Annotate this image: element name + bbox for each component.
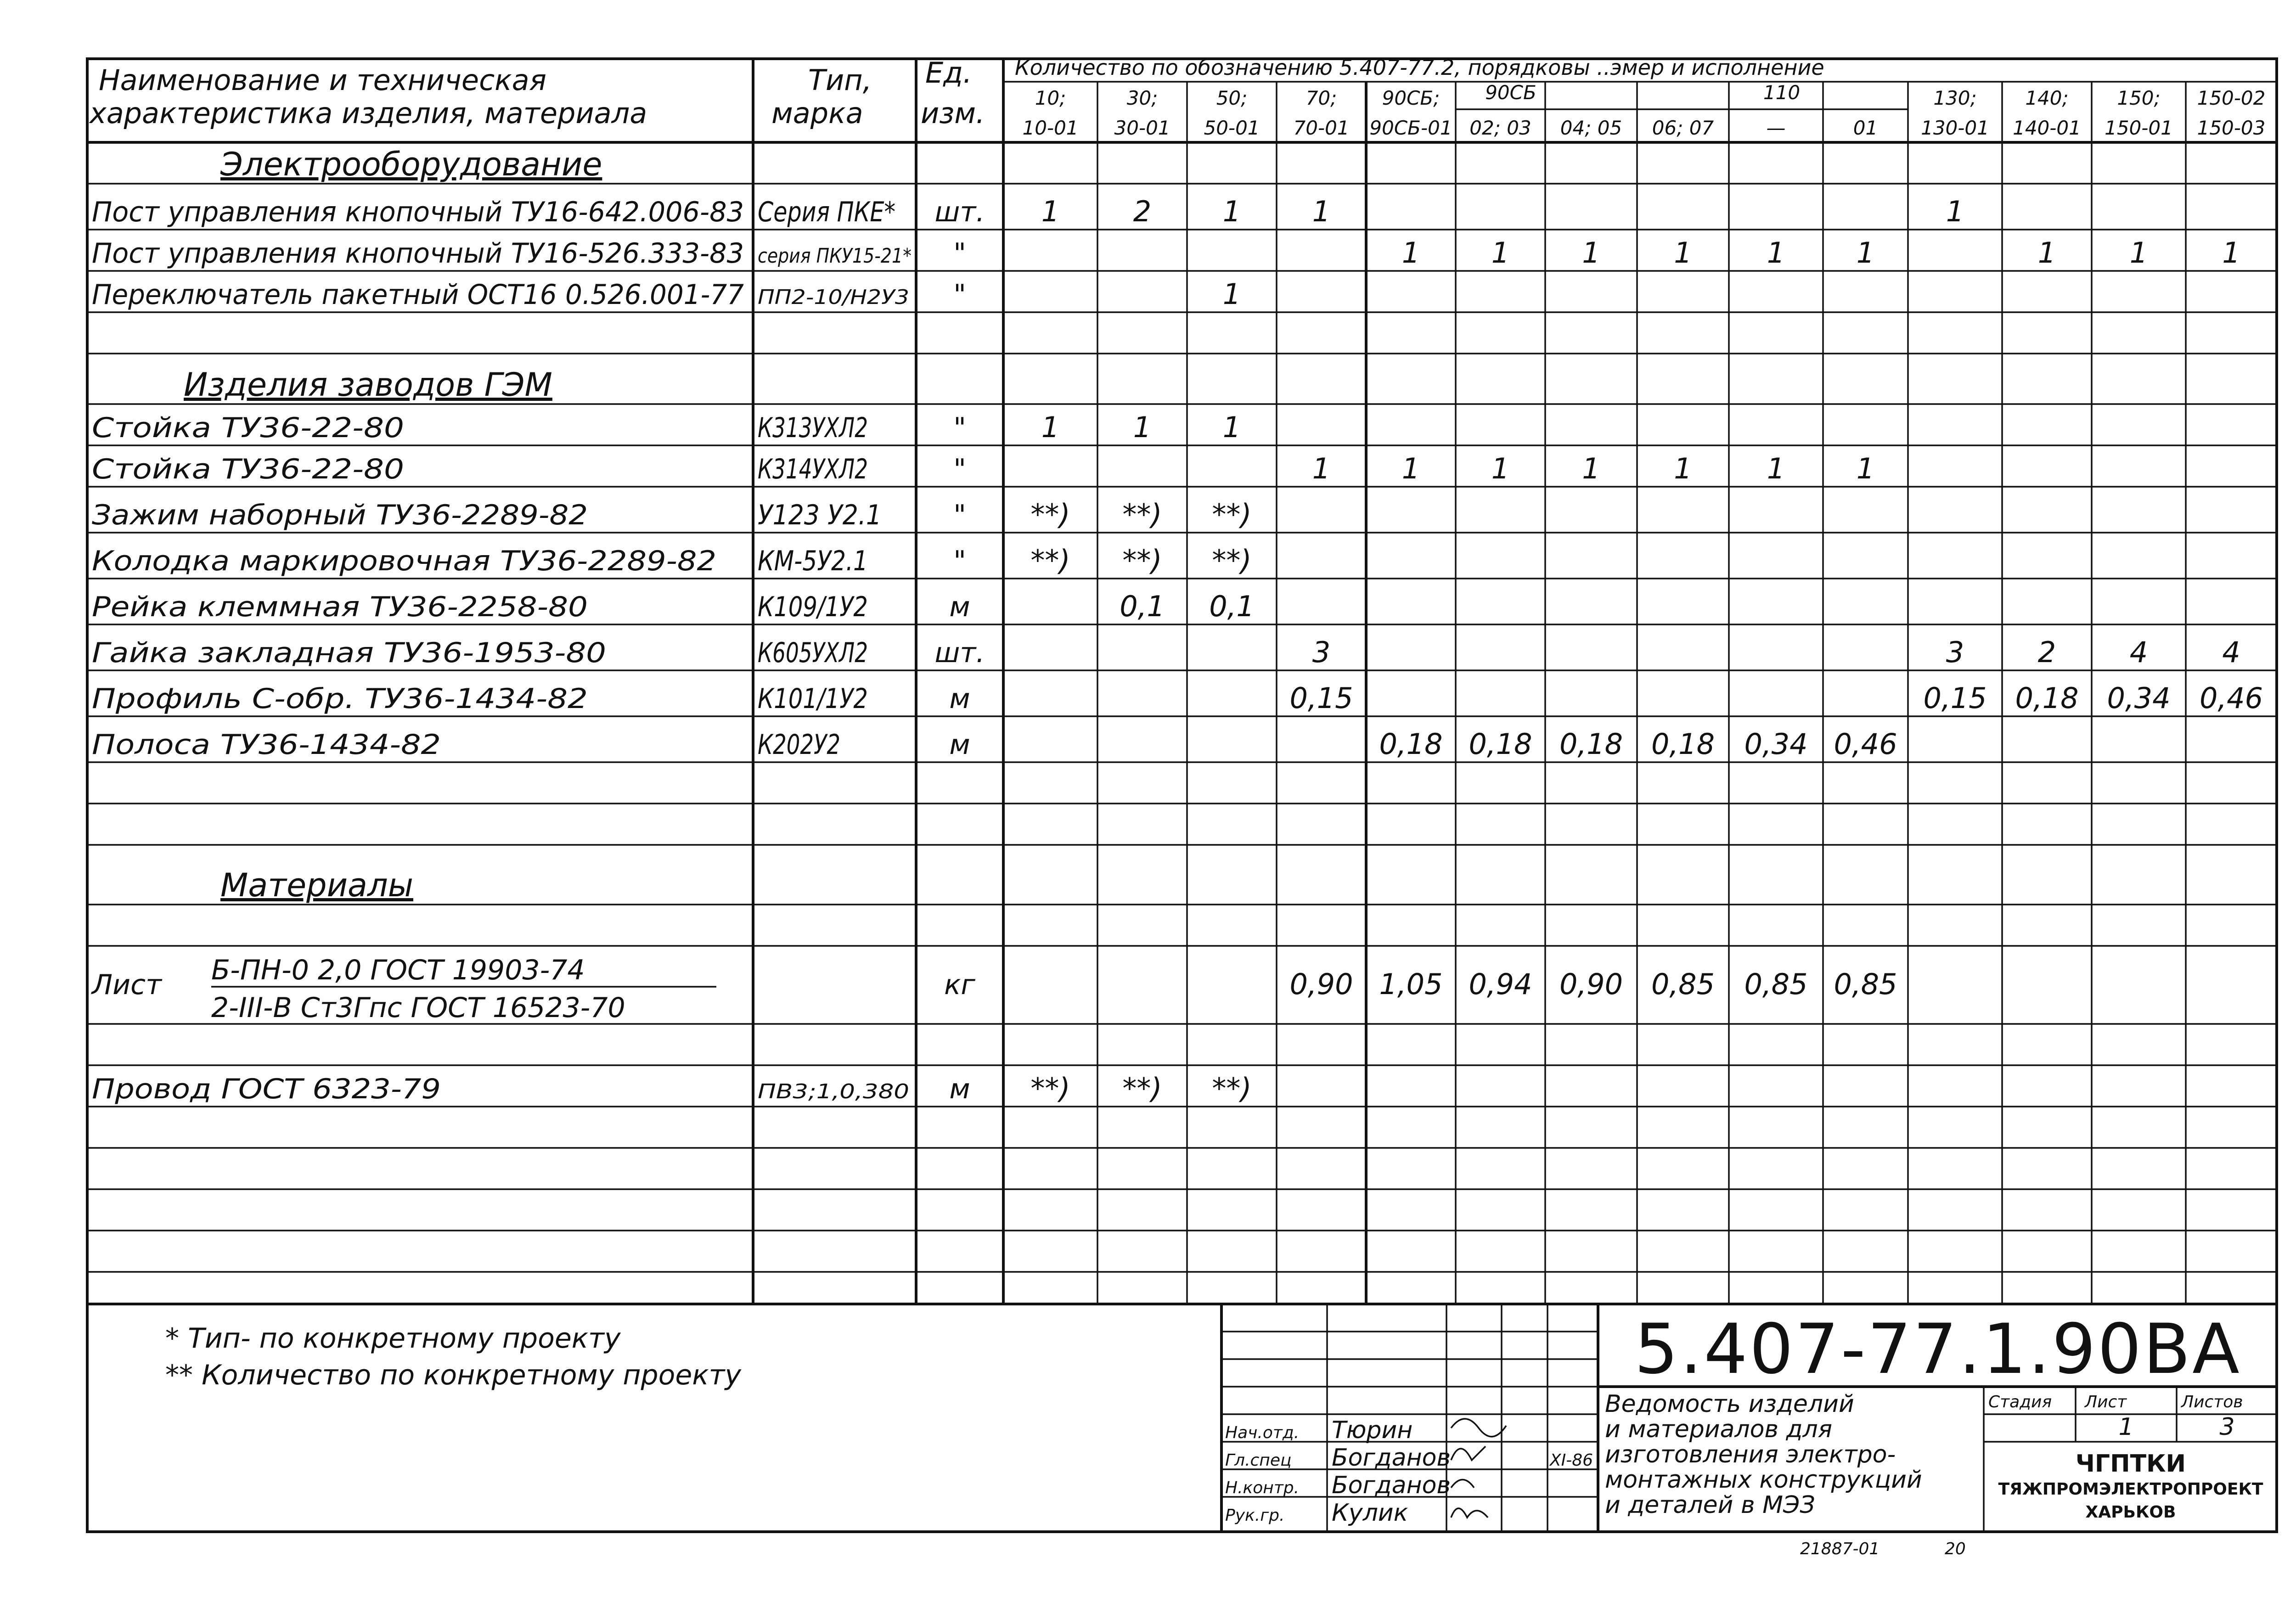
archive-number: 21887-01 <box>1800 1540 1880 1558</box>
quantity-title: Количество по обозначению 5.407-77.2, порядковы ..эмер и исполнение <box>1015 55 1824 80</box>
qty-cell: 1 <box>1041 410 1060 444</box>
qty-cell: 0,90 <box>1289 967 1353 1001</box>
item-name: Переключатель пакетный ОСТ16 0.526.001-77 <box>92 279 744 311</box>
role-4: Рук.гр. <box>1225 1506 1285 1525</box>
sheets-label: Листов <box>2181 1393 2243 1411</box>
variant-bottom-7: 06; 07 <box>1652 117 1714 139</box>
item-name: Зажим наборный ТУ36-2289-82 <box>92 499 588 531</box>
qty-cell: 0,1 <box>1209 590 1255 623</box>
table-body <box>87 59 2277 1304</box>
qty-cell: 1 <box>1856 236 1875 270</box>
col-name-header-2: характеристика изделия, материала <box>90 96 647 130</box>
col-name-header-1: Наименование и техническая <box>99 63 546 97</box>
item-type: К101/1У2 <box>758 683 868 715</box>
qty-cell: 1 <box>1674 236 1692 270</box>
item-unit: м <box>949 683 970 715</box>
item-type: ПВ3;1,0,380 <box>758 1080 909 1103</box>
qty-cell: 1 <box>2222 236 2240 270</box>
item-type: К109/1У2 <box>758 591 868 623</box>
qty-cell: 0,18 <box>1379 727 1443 761</box>
table-row <box>92 498 1252 531</box>
item-name: Пост управления кнопочный ТУ16-642.006-83 <box>92 196 744 228</box>
name-3: Богданов <box>1332 1472 1451 1499</box>
qty-cell: 0,15 <box>1289 681 1353 715</box>
table-row <box>92 410 1241 444</box>
qty-cell: 1 <box>1946 195 1964 228</box>
table-row <box>92 1072 1252 1105</box>
title-line-2: и материалов для <box>1605 1416 1833 1443</box>
title-line-4: монтажных конструкций <box>1605 1466 1922 1494</box>
qty-cell: 1 <box>1312 195 1331 228</box>
qty-cell: 1,05 <box>1379 967 1443 1001</box>
note-1: * Тип- по конкретному проекту <box>165 1322 621 1355</box>
qty-cell: 3 <box>1946 635 1964 669</box>
qty-cell: 1 <box>1674 452 1692 485</box>
item-type: К314УХЛ2 <box>758 453 868 485</box>
qty-cell: 0,18 <box>1651 727 1715 761</box>
variant-top-3: 70; <box>1306 87 1337 109</box>
item-unit: " <box>953 279 966 311</box>
table-row <box>92 544 1252 577</box>
signature-2 <box>1451 1446 1486 1460</box>
item-type: К202У2 <box>758 729 840 761</box>
variant-bottom-5: 02; 03 <box>1469 117 1531 139</box>
item-type: ПП2-10/Н2У3 <box>758 286 909 309</box>
item-name: Колодка маркировочная ТУ36-2289-82 <box>92 545 716 577</box>
qty-cell: 0,18 <box>2015 681 2079 715</box>
item-unit: шт. <box>934 196 985 228</box>
item-name: Полоса ТУ36-1434-82 <box>92 729 441 761</box>
name-2: Богданов <box>1332 1444 1451 1472</box>
sheet-spec-bottom: 2-III-В Ст3Гпс ГОСТ 16523-70 <box>211 992 625 1024</box>
variant-top-0: 10; <box>1035 87 1066 109</box>
variant-bottom-1: 30-01 <box>1114 117 1171 139</box>
sheet-label: Лист <box>2085 1393 2127 1411</box>
item-unit: кг <box>944 969 975 1001</box>
variant-top-4: 90СБ; <box>1382 87 1440 109</box>
org-line-3: ХАРЬКОВ <box>2085 1503 2176 1522</box>
item-unit: " <box>953 499 966 531</box>
qty-cell: 0,18 <box>1469 727 1532 761</box>
qty-cell: 1 <box>1312 452 1331 485</box>
qty-cell: 0,94 <box>1469 967 1532 1001</box>
item-unit: " <box>953 453 966 485</box>
org-line-1: ЧГПТКИ <box>2075 1450 2186 1478</box>
qty-cell: **) <box>1030 1072 1070 1105</box>
item-type: КМ-5У2.1 <box>758 545 868 577</box>
item-unit: шт. <box>934 637 985 669</box>
item-type: Серия ПКЕ* <box>758 196 895 228</box>
item-name: Профиль С-обр. ТУ36-1434-82 <box>92 683 588 715</box>
section-row <box>220 866 413 904</box>
section-title: Изделия заводов ГЭМ <box>184 366 552 404</box>
qty-cell: 1 <box>1582 452 1600 485</box>
qty-cell: 1 <box>1491 236 1510 270</box>
section-title: Материалы <box>220 866 413 904</box>
title-line-5: и деталей в МЭЗ <box>1605 1491 1815 1519</box>
title-line-1: Ведомость изделий <box>1605 1390 1854 1418</box>
section-row <box>184 366 552 404</box>
item-name: Стойка ТУ36-22-80 <box>92 412 404 444</box>
qty-cell: **) <box>1212 498 1252 531</box>
item-name: Гайка закладная ТУ36-1953-80 <box>92 637 606 669</box>
variant-top-13: 150-02 <box>2197 87 2266 109</box>
qty-cell: 0,85 <box>1744 967 1808 1001</box>
variant-top-12: 150; <box>2117 87 2161 109</box>
table-row <box>92 195 1964 228</box>
qty-cell: 0,15 <box>1923 681 1987 715</box>
item-unit: " <box>953 412 966 444</box>
signature-1 <box>1451 1419 1506 1437</box>
section-title: Электрооборудование <box>220 146 602 183</box>
qty-cell: **) <box>1212 1072 1252 1105</box>
variant-bottom-4: 90СБ-01 <box>1369 117 1452 139</box>
org-line-2: ТЯЖПРОМЭЛЕКТРОПРОЕКТ <box>1998 1480 2263 1499</box>
group-110: 110 <box>1763 81 1801 104</box>
sheet-name: Лист <box>92 969 162 1001</box>
item-type: К313УХЛ2 <box>758 412 868 444</box>
col-unit-header-1: Ед. <box>925 56 972 90</box>
qty-cell: 1 <box>1401 452 1420 485</box>
table-row <box>92 452 1874 485</box>
qty-cell: 0,46 <box>1834 727 1897 761</box>
variant-bottom-11: 140-01 <box>2013 117 2081 139</box>
name-4: Кулик <box>1332 1499 1408 1527</box>
qty-cell: 0,18 <box>1559 727 1623 761</box>
date-cell: XI-86 <box>1550 1451 1593 1470</box>
variant-bottom-3: 70-01 <box>1293 117 1350 139</box>
qty-cell: 0,46 <box>2199 681 2263 715</box>
role-1: Нач.отд. <box>1225 1423 1300 1442</box>
item-type: У123 У2.1 <box>758 499 882 531</box>
sheet-value: 1 <box>2118 1413 2134 1441</box>
qty-cell: 2 <box>2037 635 2056 669</box>
name-1: Тюрин <box>1332 1417 1413 1444</box>
qty-cell: 4 <box>2222 635 2240 669</box>
col-type-header-1: Тип, <box>808 63 872 97</box>
table-row <box>92 277 1241 311</box>
qty-cell: 1 <box>1222 195 1241 228</box>
variant-bottom-8: — <box>1766 117 1786 139</box>
qty-cell: **) <box>1122 1072 1162 1105</box>
qty-cell: 1 <box>1041 195 1060 228</box>
table-row <box>91 954 1897 1024</box>
item-unit: " <box>953 237 966 270</box>
variant-bottom-9: 01 <box>1853 117 1878 139</box>
variant-bottom-6: 04; 05 <box>1560 117 1622 139</box>
item-unit: м <box>949 729 970 761</box>
variant-bottom-12: 150-01 <box>2105 117 2173 139</box>
table-row <box>92 681 2263 715</box>
qty-cell: 1 <box>1133 410 1152 444</box>
qty-cell: 1 <box>2129 236 2148 270</box>
qty-cell: 0,85 <box>1834 967 1897 1001</box>
variant-bottom-2: 50-01 <box>1204 117 1260 139</box>
sheet-spec-top: Б-ПН-0 2,0 ГОСТ 19903-74 <box>211 954 585 986</box>
qty-cell: 0,90 <box>1559 967 1623 1001</box>
item-type: К605УХЛ2 <box>758 637 868 669</box>
drawing-designation: 5.407-77.1.90ВА <box>1634 1310 2241 1389</box>
item-name: Пост управления кнопочный ТУ16-526.333-83 <box>92 237 744 270</box>
col-unit-header-2: изм. <box>921 96 985 130</box>
item-unit: м <box>949 1073 970 1105</box>
item-name: Стойка ТУ36-22-80 <box>92 453 404 485</box>
variant-bottom-0: 10-01 <box>1022 117 1079 139</box>
sheets-value: 3 <box>2219 1413 2235 1441</box>
qty-cell: 1 <box>1222 277 1241 311</box>
variant-bottom-13: 150-03 <box>2197 117 2266 139</box>
variant-top-2: 50; <box>1216 87 1248 109</box>
qty-cell: 1 <box>1856 452 1875 485</box>
group-90sb: 90СБ <box>1485 81 1536 104</box>
qty-cell: **) <box>1122 544 1162 577</box>
signature-3 <box>1451 1480 1474 1488</box>
note-2: ** Количество по конкретному проекту <box>165 1359 741 1391</box>
qty-cell: 1 <box>1767 452 1785 485</box>
qty-cell: 0,34 <box>2107 681 2171 715</box>
qty-cell: **) <box>1122 498 1162 531</box>
qty-cell: 1 <box>1401 236 1420 270</box>
item-type: серия ПКУ15-21* <box>758 244 912 268</box>
table-row <box>92 635 2240 669</box>
table-row <box>92 727 1897 761</box>
variant-top-10: 130; <box>1933 87 1977 109</box>
qty-cell: 3 <box>1312 635 1331 669</box>
qty-cell: 2 <box>1133 195 1152 228</box>
title-block <box>1221 1304 2277 1532</box>
qty-cell: 1 <box>1491 452 1510 485</box>
role-2: Гл.спец <box>1225 1451 1292 1470</box>
qty-cell: **) <box>1030 544 1070 577</box>
item-unit: м <box>949 591 970 623</box>
item-unit: " <box>953 545 966 577</box>
variant-top-1: 30; <box>1126 87 1158 109</box>
qty-cell: **) <box>1212 544 1252 577</box>
table-row <box>92 590 1255 623</box>
qty-cell: 4 <box>2129 635 2148 669</box>
variant-top-11: 140; <box>2025 87 2069 109</box>
page-number: 20 <box>1945 1540 1966 1558</box>
table-row <box>92 236 2240 270</box>
item-name: Провод ГОСТ 6323-79 <box>92 1073 441 1105</box>
role-3: Н.контр. <box>1225 1478 1300 1497</box>
col-type-header-2: марка <box>771 96 863 130</box>
qty-cell: **) <box>1030 498 1070 531</box>
qty-cell: 1 <box>1222 410 1241 444</box>
section-row <box>220 146 602 183</box>
qty-cell: 0,85 <box>1651 967 1715 1001</box>
qty-cell: 0,34 <box>1744 727 1808 761</box>
qty-cell: 1 <box>2037 236 2056 270</box>
qty-cell: 1 <box>1582 236 1600 270</box>
item-name: Рейка клеммная ТУ36-2258-80 <box>92 591 588 623</box>
variant-bottom-10: 130-01 <box>1921 117 1989 139</box>
qty-cell: 1 <box>1767 236 1785 270</box>
signature-4 <box>1451 1508 1488 1518</box>
title-line-3: изготовления электро- <box>1605 1441 1896 1468</box>
qty-cell: 0,1 <box>1120 590 1165 623</box>
stage-label: Стадия <box>1988 1393 2052 1411</box>
